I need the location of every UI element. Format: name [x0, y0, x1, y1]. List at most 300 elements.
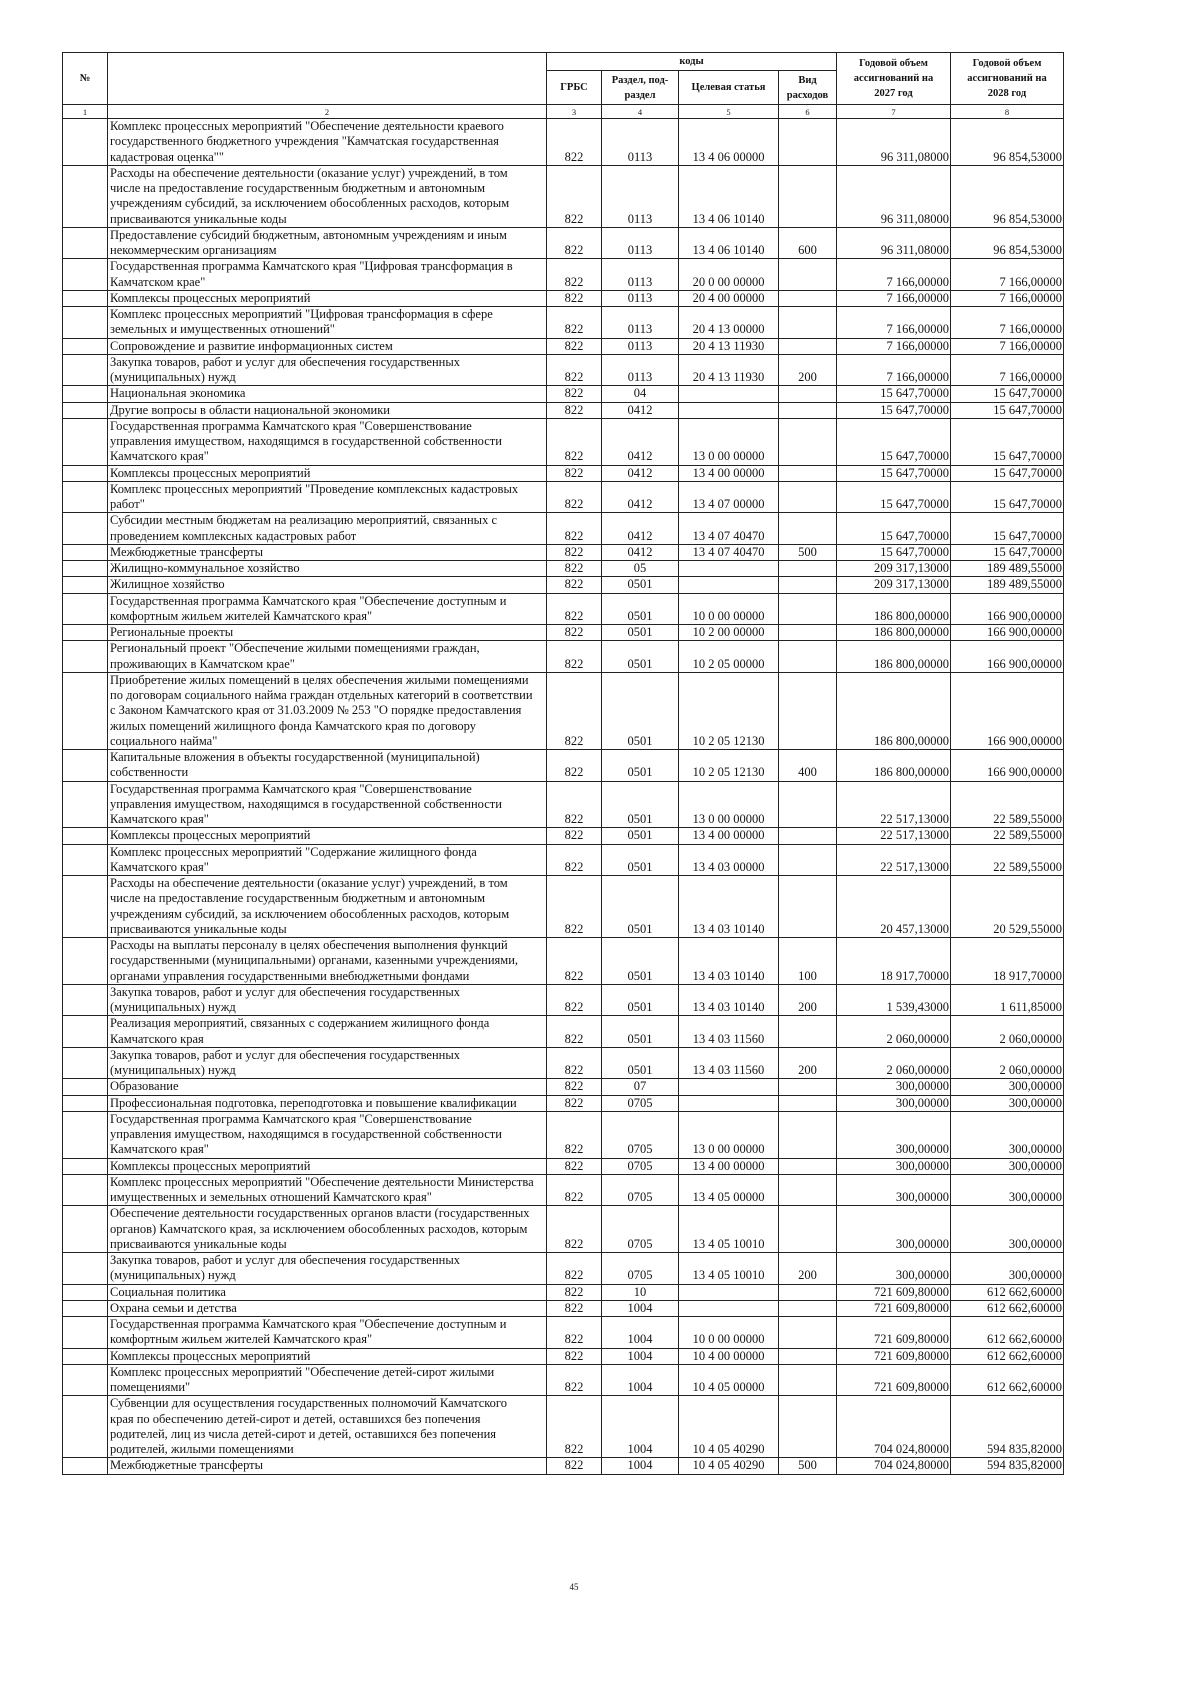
cell-kind: [779, 418, 837, 465]
table-row: [63, 1016, 1064, 1048]
table-row: [63, 577, 1064, 593]
cell-section: 0412: [602, 513, 679, 545]
cell-grbs: 822: [547, 1158, 602, 1174]
header-amount-2028: Годовой объем ассигнований на 2028 год: [951, 53, 1064, 105]
cell-num: [63, 418, 108, 465]
cell-name: Субсидии местным бюджетам на реализацию мероприятий, связанных с проведением комплексных кадастровых работ: [108, 513, 547, 545]
cell-name: Жилищно-коммунальное хозяйство: [108, 561, 547, 577]
cell-grbs: 822: [547, 828, 602, 844]
cell-name: Комплексы процессных мероприятий: [108, 1348, 547, 1364]
cell-y2027: 22 517,13000: [837, 828, 951, 844]
table-row: [63, 544, 1064, 560]
cell-num: [63, 984, 108, 1016]
table-row: [63, 1111, 1064, 1158]
cell-target: [679, 386, 779, 402]
cell-y2028: 7 166,00000: [951, 307, 1064, 339]
cell-target: 13 4 03 10140: [679, 938, 779, 985]
cell-section: 0113: [602, 290, 679, 306]
cell-grbs: 822: [547, 1317, 602, 1349]
cell-num: [63, 1458, 108, 1474]
cell-name: Образование: [108, 1079, 547, 1095]
cell-name: Региональные проекты: [108, 625, 547, 641]
cell-section: 0705: [602, 1174, 679, 1206]
cell-target: 10 2 05 00000: [679, 641, 779, 673]
cell-name: Государственная программа Камчатского края "Совершенствование управления имуществом, находящимся в государственной собственности Камчатского края": [108, 418, 547, 465]
cell-grbs: 822: [547, 593, 602, 625]
cell-y2028: 7 166,00000: [951, 290, 1064, 306]
cell-y2027: 7 166,00000: [837, 307, 951, 339]
cell-name: Государственная программа Камчатского края "Совершенствование управления имуществом, находящимся в государственной собственности Камчатского края": [108, 1111, 547, 1158]
cell-y2028: 594 835,82000: [951, 1458, 1064, 1474]
cell-y2028: 7 166,00000: [951, 338, 1064, 354]
cell-target: [679, 1079, 779, 1095]
cell-num: [63, 844, 108, 876]
cell-target: 13 4 00 00000: [679, 1158, 779, 1174]
cell-num: [63, 625, 108, 641]
cell-target: 20 0 00 00000: [679, 259, 779, 291]
cell-num: [63, 119, 108, 166]
page-number: 45: [569, 1582, 579, 1592]
cell-section: 10: [602, 1284, 679, 1300]
table-row: [63, 1253, 1064, 1285]
cell-y2027: 96 311,08000: [837, 119, 951, 166]
table-row: [63, 1458, 1064, 1474]
cell-name: Комплекс процессных мероприятий "Обеспечение деятельности Министерства имущественных и земельных отношений Камчатского края": [108, 1174, 547, 1206]
cell-grbs: 822: [547, 259, 602, 291]
cell-num: [63, 1284, 108, 1300]
cell-y2028: 189 489,55000: [951, 577, 1064, 593]
cell-kind: 600: [779, 227, 837, 259]
cell-name: Национальная экономика: [108, 386, 547, 402]
table-row: [63, 354, 1064, 386]
cell-y2027: 721 609,80000: [837, 1317, 951, 1349]
cell-y2028: 15 647,70000: [951, 418, 1064, 465]
cell-section: 0501: [602, 672, 679, 749]
cell-target: 20 4 13 11930: [679, 354, 779, 386]
column-number: 8: [951, 105, 1064, 119]
cell-kind: [779, 481, 837, 513]
cell-name: Межбюджетные трансферты: [108, 544, 547, 560]
cell-section: 07: [602, 1079, 679, 1095]
cell-section: 0501: [602, 577, 679, 593]
column-number: 6: [779, 105, 837, 119]
cell-num: [63, 577, 108, 593]
cell-kind: [779, 1016, 837, 1048]
cell-target: 20 4 00 00000: [679, 290, 779, 306]
column-number: 4: [602, 105, 679, 119]
cell-section: 04: [602, 386, 679, 402]
cell-grbs: 822: [547, 1174, 602, 1206]
cell-kind: [779, 1348, 837, 1364]
cell-kind: [779, 307, 837, 339]
cell-name: Региональный проект "Обеспечение жилыми помещениями граждан, проживающих в Камчатском крае": [108, 641, 547, 673]
cell-grbs: 822: [547, 1458, 602, 1474]
cell-y2027: 721 609,80000: [837, 1284, 951, 1300]
cell-target: 13 4 00 00000: [679, 465, 779, 481]
cell-y2028: 2 060,00000: [951, 1047, 1064, 1079]
cell-kind: 200: [779, 1047, 837, 1079]
cell-section: 0705: [602, 1111, 679, 1158]
header-row: [63, 53, 1064, 71]
table-row: [63, 593, 1064, 625]
cell-name: Комплекс процессных мероприятий "Обеспечение деятельности краевого государственного бюджетного учреждения "Камчатская государственная кадастровая оценка"": [108, 119, 547, 166]
table-row: [63, 828, 1064, 844]
cell-num: [63, 876, 108, 938]
cell-target: 13 4 05 10010: [679, 1253, 779, 1285]
cell-section: 0501: [602, 844, 679, 876]
cell-target: [679, 402, 779, 418]
cell-grbs: 822: [547, 876, 602, 938]
cell-y2028: 300,00000: [951, 1206, 1064, 1253]
cell-target: 10 4 05 40290: [679, 1458, 779, 1474]
table-row: [63, 876, 1064, 938]
cell-section: 0501: [602, 750, 679, 782]
cell-name: Приобретение жилых помещений в целях обеспечения жилыми помещениями по договорам социального найма граждан отдельных категорий в соответствии с Законом Камчатского края от 31.03.2009 № 253 "О порядке предоставления жилых помещений жилищного фонда Камчатского края по договору социального найма": [108, 672, 547, 749]
cell-y2028: 166 900,00000: [951, 750, 1064, 782]
cell-target: 13 0 00 00000: [679, 418, 779, 465]
cell-section: 0501: [602, 641, 679, 673]
cell-y2027: 1 539,43000: [837, 984, 951, 1016]
cell-name: Другие вопросы в области национальной экономики: [108, 402, 547, 418]
cell-section: 0412: [602, 418, 679, 465]
cell-kind: [779, 386, 837, 402]
cell-target: 10 2 05 12130: [679, 750, 779, 782]
cell-num: [63, 828, 108, 844]
table-row: [63, 290, 1064, 306]
cell-y2027: 209 317,13000: [837, 577, 951, 593]
cell-y2027: 15 647,70000: [837, 386, 951, 402]
cell-section: 0501: [602, 593, 679, 625]
column-number: 5: [679, 105, 779, 119]
cell-y2027: 96 311,08000: [837, 227, 951, 259]
cell-section: 0705: [602, 1158, 679, 1174]
cell-name: Социальная политика: [108, 1284, 547, 1300]
table-row: [63, 386, 1064, 402]
cell-kind: [779, 781, 837, 828]
header-name: [108, 53, 547, 105]
cell-grbs: 822: [547, 227, 602, 259]
cell-grbs: 822: [547, 1364, 602, 1396]
cell-grbs: 822: [547, 577, 602, 593]
cell-y2028: 612 662,60000: [951, 1284, 1064, 1300]
cell-target: [679, 1300, 779, 1316]
cell-section: 0501: [602, 876, 679, 938]
cell-grbs: 822: [547, 338, 602, 354]
cell-section: 0705: [602, 1253, 679, 1285]
table-row: [63, 1300, 1064, 1316]
cell-grbs: 822: [547, 513, 602, 545]
cell-grbs: 822: [547, 750, 602, 782]
cell-target: 10 4 00 00000: [679, 1348, 779, 1364]
table-row: [63, 259, 1064, 291]
cell-y2027: 300,00000: [837, 1158, 951, 1174]
cell-num: [63, 1158, 108, 1174]
cell-y2027: 7 166,00000: [837, 290, 951, 306]
cell-section: 0113: [602, 259, 679, 291]
cell-grbs: 822: [547, 844, 602, 876]
cell-kind: 500: [779, 1458, 837, 1474]
cell-section: 0113: [602, 354, 679, 386]
cell-y2028: 612 662,60000: [951, 1300, 1064, 1316]
column-number: 3: [547, 105, 602, 119]
table-row: [63, 165, 1064, 227]
cell-y2028: 22 589,55000: [951, 781, 1064, 828]
cell-section: 0705: [602, 1206, 679, 1253]
cell-section: 0501: [602, 1016, 679, 1048]
cell-name: Предоставление субсидий бюджетным, автономным учреждениям и иным некоммерческим организациям: [108, 227, 547, 259]
cell-section: 0501: [602, 984, 679, 1016]
table-row: [63, 561, 1064, 577]
cell-kind: [779, 828, 837, 844]
table-row: [63, 1047, 1064, 1079]
cell-num: [63, 259, 108, 291]
table-row: [63, 402, 1064, 418]
cell-num: [63, 481, 108, 513]
table-row: [63, 338, 1064, 354]
table-row: [63, 984, 1064, 1016]
cell-name: Закупка товаров, работ и услуг для обеспечения государственных (муниципальных) нужд: [108, 354, 547, 386]
header-amount-2027: Годовой объем ассигнований на 2027 год: [837, 53, 951, 105]
cell-y2028: 300,00000: [951, 1079, 1064, 1095]
cell-kind: [779, 465, 837, 481]
cell-target: [679, 561, 779, 577]
table-row: [63, 1348, 1064, 1364]
cell-y2027: 20 457,13000: [837, 876, 951, 938]
cell-y2027: 2 060,00000: [837, 1016, 951, 1048]
cell-section: 0113: [602, 338, 679, 354]
cell-kind: [779, 844, 837, 876]
cell-section: 0705: [602, 1095, 679, 1111]
cell-grbs: 822: [547, 1016, 602, 1048]
cell-num: [63, 641, 108, 673]
cell-kind: [779, 1158, 837, 1174]
table-row: [63, 750, 1064, 782]
column-number-row: [63, 105, 1064, 119]
cell-grbs: 822: [547, 1206, 602, 1253]
cell-y2028: 7 166,00000: [951, 259, 1064, 291]
cell-kind: [779, 165, 837, 227]
cell-y2028: 1 611,85000: [951, 984, 1064, 1016]
cell-section: 0412: [602, 465, 679, 481]
cell-name: Закупка товаров, работ и услуг для обеспечения государственных (муниципальных) нужд: [108, 1253, 547, 1285]
table-row: [63, 781, 1064, 828]
cell-kind: [779, 1111, 837, 1158]
cell-kind: [779, 338, 837, 354]
cell-y2027: 22 517,13000: [837, 781, 951, 828]
cell-target: 10 2 05 12130: [679, 672, 779, 749]
cell-y2028: 7 166,00000: [951, 354, 1064, 386]
cell-target: 13 4 03 11560: [679, 1047, 779, 1079]
cell-grbs: 822: [547, 1348, 602, 1364]
cell-kind: [779, 577, 837, 593]
table-row: [63, 481, 1064, 513]
cell-num: [63, 1095, 108, 1111]
cell-y2028: 300,00000: [951, 1095, 1064, 1111]
table-row: [63, 465, 1064, 481]
cell-target: 20 4 13 11930: [679, 338, 779, 354]
cell-y2028: 594 835,82000: [951, 1396, 1064, 1458]
cell-target: 13 4 00 00000: [679, 828, 779, 844]
cell-kind: [779, 593, 837, 625]
cell-y2028: 15 647,70000: [951, 481, 1064, 513]
cell-grbs: 822: [547, 781, 602, 828]
cell-grbs: 822: [547, 418, 602, 465]
cell-num: [63, 227, 108, 259]
cell-y2027: 15 647,70000: [837, 544, 951, 560]
cell-y2027: 300,00000: [837, 1095, 951, 1111]
cell-section: 1004: [602, 1300, 679, 1316]
cell-y2028: 300,00000: [951, 1253, 1064, 1285]
cell-num: [63, 290, 108, 306]
table-row: [63, 418, 1064, 465]
header-codes: коды: [547, 53, 837, 71]
cell-y2028: 612 662,60000: [951, 1348, 1064, 1364]
cell-kind: [779, 402, 837, 418]
cell-section: 0113: [602, 165, 679, 227]
table-body: [63, 119, 1064, 1475]
cell-section: 1004: [602, 1396, 679, 1458]
column-number: 7: [837, 105, 951, 119]
cell-kind: 200: [779, 984, 837, 1016]
cell-y2027: 22 517,13000: [837, 844, 951, 876]
cell-num: [63, 465, 108, 481]
cell-y2027: 300,00000: [837, 1206, 951, 1253]
cell-y2027: 300,00000: [837, 1079, 951, 1095]
cell-kind: [779, 1364, 837, 1396]
cell-num: [63, 1396, 108, 1458]
cell-y2027: 721 609,80000: [837, 1300, 951, 1316]
cell-name: Жилищное хозяйство: [108, 577, 547, 593]
cell-num: [63, 1348, 108, 1364]
cell-grbs: 822: [547, 1300, 602, 1316]
cell-kind: 500: [779, 544, 837, 560]
cell-target: 13 4 03 00000: [679, 844, 779, 876]
cell-name: Расходы на выплаты персоналу в целях обеспечения выполнения функций государственными (муниципальными) органами, казенными учреждениями, органами управления государственными внебюджетными фондами: [108, 938, 547, 985]
cell-kind: [779, 290, 837, 306]
cell-y2027: 704 024,80000: [837, 1396, 951, 1458]
cell-grbs: 822: [547, 290, 602, 306]
cell-num: [63, 672, 108, 749]
cell-kind: [779, 876, 837, 938]
cell-grbs: 822: [547, 386, 602, 402]
cell-num: [63, 338, 108, 354]
cell-target: [679, 1284, 779, 1300]
cell-name: Комплексы процессных мероприятий: [108, 1158, 547, 1174]
cell-y2027: 15 647,70000: [837, 418, 951, 465]
table-row: [63, 1364, 1064, 1396]
cell-num: [63, 1317, 108, 1349]
table-row: [63, 119, 1064, 166]
cell-kind: [779, 641, 837, 673]
table-row: [63, 938, 1064, 985]
cell-grbs: 822: [547, 1111, 602, 1158]
cell-name: Межбюджетные трансферты: [108, 1458, 547, 1474]
cell-y2027: 186 800,00000: [837, 593, 951, 625]
cell-target: 13 4 03 10140: [679, 984, 779, 1016]
cell-section: 0412: [602, 481, 679, 513]
cell-name: Субвенции для осуществления государственных полномочий Камчатского края по обеспечению детей-сирот и детей, оставшихся без попечения родителей, лиц из числа детей-сирот и детей, оставшихся без попечения родителей, жилыми помещениями: [108, 1396, 547, 1458]
table-row: [63, 641, 1064, 673]
header-section: Раздел, под- раздел: [602, 71, 679, 105]
cell-y2028: 15 647,70000: [951, 465, 1064, 481]
cell-section: 0501: [602, 781, 679, 828]
cell-y2027: 15 647,70000: [837, 481, 951, 513]
table-row: [63, 844, 1064, 876]
table-row: [63, 513, 1064, 545]
cell-target: 13 4 05 10010: [679, 1206, 779, 1253]
cell-target: 13 4 06 10140: [679, 165, 779, 227]
table-row: [63, 672, 1064, 749]
cell-section: 1004: [602, 1317, 679, 1349]
cell-y2027: 300,00000: [837, 1253, 951, 1285]
table-row: [63, 1095, 1064, 1111]
cell-grbs: 822: [547, 402, 602, 418]
cell-num: [63, 165, 108, 227]
cell-y2027: 15 647,70000: [837, 513, 951, 545]
cell-num: [63, 1364, 108, 1396]
cell-name: Комплекс процессных мероприятий "Цифровая трансформация в сфере земельных и имущественных отношений": [108, 307, 547, 339]
cell-y2027: 2 060,00000: [837, 1047, 951, 1079]
cell-kind: [779, 259, 837, 291]
cell-section: 0412: [602, 402, 679, 418]
cell-section: 1004: [602, 1348, 679, 1364]
cell-name: Комплекс процессных мероприятий "Содержание жилищного фонда Камчатского края": [108, 844, 547, 876]
cell-target: [679, 1095, 779, 1111]
cell-y2028: 166 900,00000: [951, 625, 1064, 641]
cell-y2028: 22 589,55000: [951, 828, 1064, 844]
cell-y2028: 96 854,53000: [951, 165, 1064, 227]
cell-num: [63, 561, 108, 577]
cell-kind: [779, 1079, 837, 1095]
cell-y2027: 7 166,00000: [837, 354, 951, 386]
cell-y2027: 15 647,70000: [837, 465, 951, 481]
cell-grbs: 822: [547, 481, 602, 513]
cell-y2027: 7 166,00000: [837, 338, 951, 354]
table-row: [63, 307, 1064, 339]
cell-section: 0501: [602, 828, 679, 844]
cell-grbs: 822: [547, 1095, 602, 1111]
cell-section: 0501: [602, 625, 679, 641]
cell-target: [679, 577, 779, 593]
cell-name: Закупка товаров, работ и услуг для обеспечения государственных (муниципальных) нужд: [108, 1047, 547, 1079]
cell-kind: [779, 625, 837, 641]
cell-grbs: 822: [547, 1396, 602, 1458]
column-number: 2: [108, 105, 547, 119]
table-row: [63, 1317, 1064, 1349]
cell-grbs: 822: [547, 1079, 602, 1095]
cell-num: [63, 386, 108, 402]
cell-kind: [779, 1174, 837, 1206]
cell-grbs: 822: [547, 354, 602, 386]
cell-kind: [779, 1206, 837, 1253]
cell-grbs: 822: [547, 561, 602, 577]
cell-num: [63, 1300, 108, 1316]
cell-grbs: 822: [547, 119, 602, 166]
cell-y2028: 15 647,70000: [951, 544, 1064, 560]
cell-grbs: 822: [547, 984, 602, 1016]
cell-grbs: 822: [547, 672, 602, 749]
cell-section: 1004: [602, 1458, 679, 1474]
cell-num: [63, 750, 108, 782]
cell-y2028: 18 917,70000: [951, 938, 1064, 985]
cell-grbs: 822: [547, 165, 602, 227]
cell-kind: [779, 119, 837, 166]
cell-num: [63, 1174, 108, 1206]
cell-y2027: 186 800,00000: [837, 672, 951, 749]
cell-name: Комплексы процессных мероприятий: [108, 828, 547, 844]
cell-y2028: 96 854,53000: [951, 119, 1064, 166]
cell-grbs: 822: [547, 938, 602, 985]
